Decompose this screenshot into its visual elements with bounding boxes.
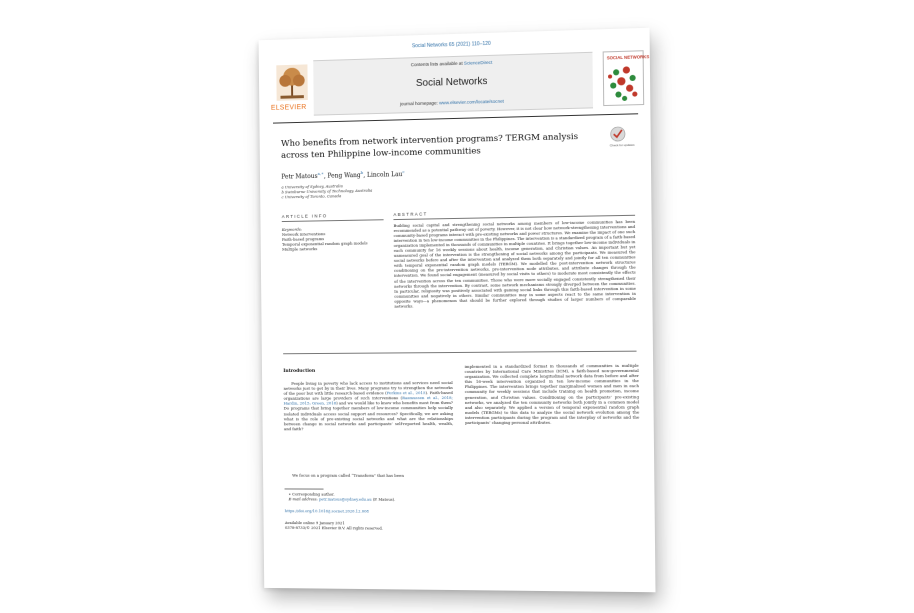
crossmark-label: Check for updates [609,142,635,148]
author-separator: , [323,172,328,180]
intro-text-run: ). Faith-based organizations are large providers of such interventions ( [283,390,453,401]
publisher-name: ELSEVIER [270,103,307,112]
author-affiliation-marker[interactable]: a,∗ [317,170,324,176]
abstract-bottom-rule [283,351,636,355]
citation-link[interactable]: Perkins et al., 2015 [386,390,426,396]
author-name[interactable]: Lincoln Lau [366,171,403,179]
keyword-item: Multiple networks [282,246,318,252]
doi-link[interactable]: https://doi.org/10.1016/j.socnet.2020.12.008 [284,508,369,514]
author-name[interactable]: Petr Matous [281,172,318,181]
affiliation-b: b Swinburne University of Technology, Australia [281,187,373,195]
keyword-item: Network interventions [281,231,326,237]
intro-left-paragraph [283,380,453,431]
article-title: Who benefits from network intervention programs? TERGM analysis across ten Philippine low-income communities [280,131,579,161]
available-online-date: Available online 9 January 2021 [284,520,345,526]
article-info-heading: ARTICLE INFO [281,213,328,220]
keyword-item: Temporal exponential random graph models [282,240,368,247]
check-for-updates-icon[interactable] [609,126,635,149]
email-link[interactable]: petr.matous@sydney.edu.au [318,496,372,502]
author-affiliation-marker[interactable]: c [402,169,405,175]
abstract-heading: ABSTRACT [393,211,428,218]
keywords-label: Keywords: [281,226,302,232]
intro-left-paragraph-2: We focus on a program called “Transform” that has been [292,472,404,478]
journal-reference-link[interactable]: Social Networks 65 (2021) 110–120 [411,40,491,50]
sciencedirect-link[interactable]: ScienceDirect [463,59,493,66]
intro-right-paragraph: implemented in a standardized format in thousands of communities in multiple countries by International Care Ministries (ICM), a faith-based non-governmental organization. We collected complete longitudinal network data from before and after this 16-week intervention organized in ten low-income communities in the Philippines. The intervention brings together marginalised women and men in each community for weekly sessions that include training on health promotion, income generation, and Christian values. Conditioning on the participants’ pre-existing networks, we analyzed the ten community networks both jointly in a common model and also separately. We applied a version of temporal exponential random graph models (TERGMs) to this data to analyze the social network evolution among the intervention participants during the program and the interplay of networks and the participants’ changing personal attributes. [464,362,640,426]
author-separator: , [363,171,368,179]
introduction-heading: Introduction [283,368,316,374]
keyword-item: Faith-based programs [281,236,325,242]
intro-text-run: People living in poverty who lack access to institutions and services need social networks just to get by in their lives. Many programs try to strengthen the networks of the poor but with little research-based evidence ( [283,380,453,396]
author-affiliation-marker[interactable]: b [360,169,364,175]
copyright-line: 0378-8733/© 2021 Elsevier B.V. All rights reserved. [284,524,384,531]
author-list [281,169,404,181]
cover-title: SOCIAL NETWORKS [606,54,650,61]
footnote-rule [285,488,324,489]
corresponding-author-note: ∗ Corresponding author. [288,491,335,497]
abstract-text: Building social capital and strengthening social networks among members of low-income communities has been recommended as a potential pathway out of poverty. However, it is not clear how network-strengthening interventions and community-based programs interact with pre-existing networks and power structures. We examine the impact of one such intervention in ten low-income communities in the Philippines. The intervention is a standardized program of a faith-based organization implemented in thousands of communities in multiple countries. It brings together low-income individuals in each community for 16 weekly sessions about health, income generation, and Christian values. An important but yet unmeasured goal of the intervention is the strengthening of social networks among the participants. We measured the social networks before and after the intervention and analyzed them both separately and jointly for all ten communities with temporal exponential random graph models (TERGM). We modelled the post-intervention network structures conditioning on the pre-intervention networks, pre-intervention node attributes, and attribute changes through the intervention. We found social engagement (measured by social visits to others) to moderate most consistently the effects of the intervention across the ten communities. Those who were more socially engaged consistently strengthened their networks through the intervention. By contrast, some network mechanisms strongly diverged between the communities. In particular, religiosity was positively associated with gaining social links through this faith-based intervention in some communities and negatively in others. Similar communities may in some aspects react to the same intervention in opposite ways—a phenomenon that should be further explored through studies of larger numbers of comparable networks. [393,218,636,309]
journal-title: Social Networks [415,76,488,90]
journal-homepage-line: journal homepage: www.elsevier.com/locate/socnet [400,98,504,107]
citation-link[interactable]: Rasmussen et al., 2018; Hardin, 2015; Green, 2016 [283,395,453,406]
email-line: E-mail address: petr.matous@sydney.edu.au (P. Matous). [288,496,396,502]
journal-cover-image [603,50,650,106]
intro-text-run: ) and we would like to know who benefits most from them? Do programs that bring together members of low-income communities help socially isolated individuals access social support and resources? Specifically, we are asking what is the role of pre-existing social networks and what are the relationships between change in social networks and participants’ self-reported health, wealth, and faith? [283,400,454,432]
affiliation-a: a University of Sydney, Australia [281,183,343,190]
author-name[interactable]: Peng Wang [327,172,361,180]
contents-line: Contents lists available at ScienceDirect [410,59,493,68]
article-info-rule [282,219,384,222]
journal-homepage-link[interactable]: www.elsevier.com/locate/socnet [439,98,504,106]
article-page [259,28,656,593]
affiliation-c: c University of Toronto, Canada [281,193,342,200]
